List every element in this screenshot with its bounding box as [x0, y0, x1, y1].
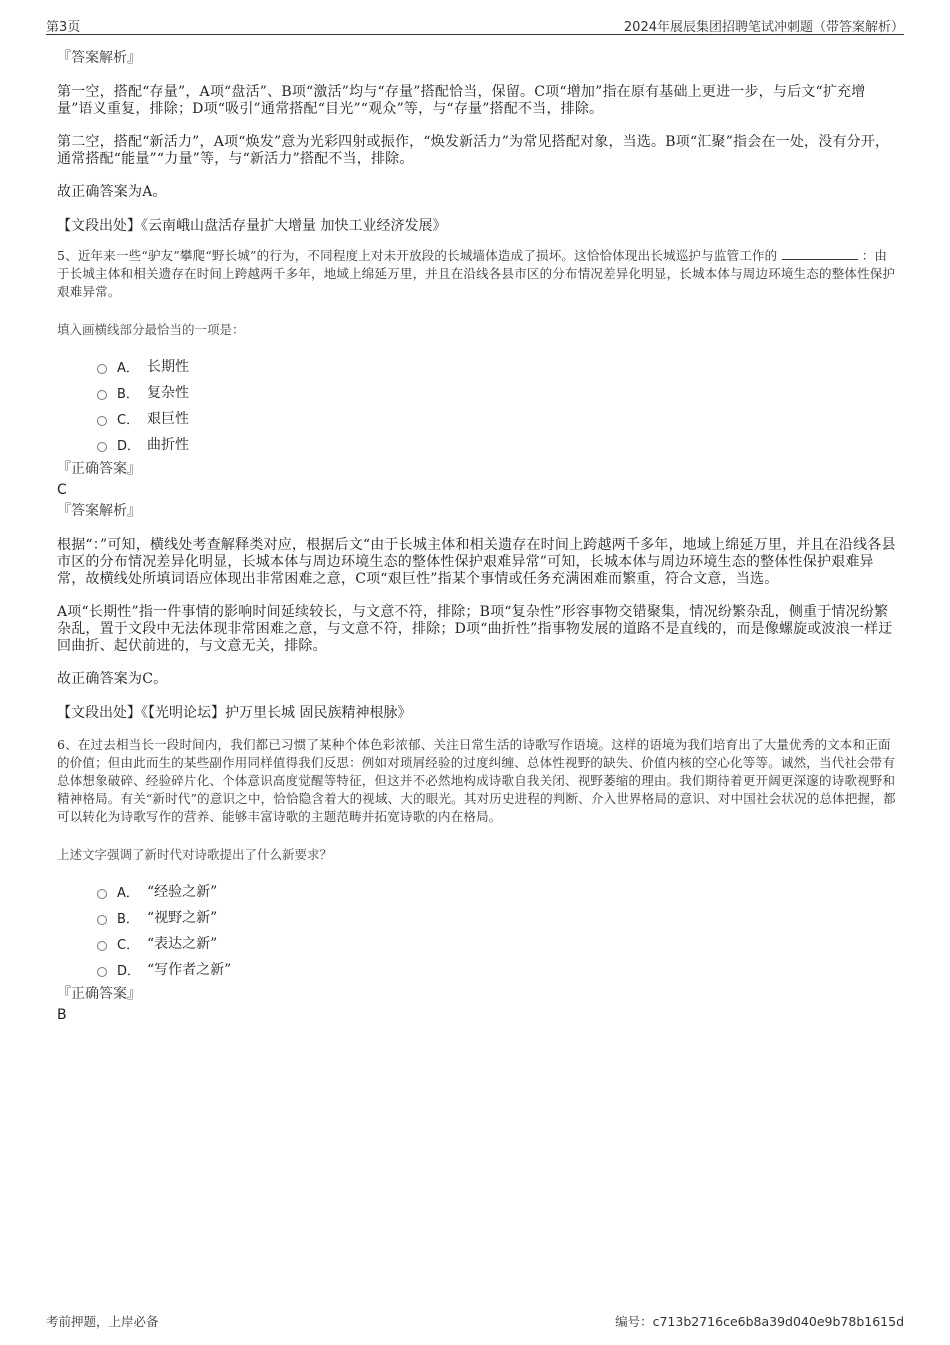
footer-slogan: 考前押题，上岸必备	[46, 1314, 159, 1329]
option-text: “写作者之新”	[147, 962, 232, 978]
q5-stem-part-1: 5、近年来一些“驴友”攀爬“野长城”的行为，不同程度上对未开放段的长城墙体造成了损坏。这恰恰体现出长城巡护与监管工作的	[57, 248, 778, 263]
page-footer	[46, 1312, 904, 1330]
q5-answer-value: C	[57, 482, 67, 498]
option-letter: A．	[117, 885, 139, 901]
option-letter: D．	[117, 438, 141, 454]
q6-option-a[interactable]	[97, 878, 897, 904]
radio-button-icon[interactable]	[97, 442, 107, 452]
page-content	[57, 40, 897, 1024]
q6-option-b[interactable]	[97, 904, 897, 930]
q6-answer-label: 『正确答案』	[57, 986, 141, 1002]
document-id: 编号：c713b2716ce6b8a39d040e9b78b1615d	[615, 1314, 904, 1329]
q5-source: 【文段出处】《【光明论坛】护万里长城 固民族精神根脉》	[57, 705, 412, 721]
option-letter: A．	[117, 360, 139, 376]
q6-stem: 6、在过去相当长一段时间内，我们都已习惯了某种个体色彩浓郁、关注日常生活的诗歌写作语境。这样的语境为我们培育出了大量优秀的文本和正面的价值；但由此而生的某些副作用同样值得我们反思：例如对琐屑经验的过度纠缠、总体性视野的缺失、价值内核的空心化等等。诚然，当代社会带有总体想象破碎、经验碎片化、个体意识高度觉醒等特征，但这并不必然地构成诗歌自我关闭、视野萎缩的理由。我们期待着更开阔更深邃的诗歌视野和精神格局。有关“新时代”的意识之中，恰恰隐含着大的视域、大的眼光。其对历史进程的判断、介入世界格局的意识、对中国社会状况的总体把握，都可以转化为诗歌写作的营养、能够丰富诗歌的主题范畴并拓宽诗歌的内在格局。	[57, 737, 896, 824]
q6-option-c[interactable]	[97, 930, 897, 956]
q6-options	[97, 878, 897, 982]
q5-analysis-paragraph-1: 根据“：”可知，横线处考查解释类对应，根据后文“由于长城主体和相关遗存在时间上跨越两千多年，地域上绵延万里，并且在沿线各县市区的分布情况差异化明显，长城本体与周边环境生态的整体性保护艰难异常”可知，长城本体与周边环境生态的整体性保护艰难异常，故横线处所填词语应体现出非常困难之意，C项“艰巨性”指某个事情或任务充满困难而繁重，符合文意，当选。	[57, 537, 896, 587]
q5-stem-part-2: ：由于长城主体和相关遗存在时间上跨越两千多年，地域上绵延万里，并且在沿线各县市区的分布情况差异化明显，长城本体与周边环境生态的整体性保护艰难异常。	[57, 248, 896, 299]
q6-prompt: 上述文字强调了新时代对诗歌提出了什么新要求？	[57, 847, 333, 862]
option-letter: D．	[117, 963, 141, 979]
q5-stem	[57, 247, 897, 301]
q5-option-c[interactable]	[97, 405, 897, 431]
q5-answer-label: 『正确答案』	[57, 461, 141, 477]
q4-analysis-label: 『答案解析』	[57, 50, 141, 66]
option-text: 艰巨性	[147, 411, 189, 427]
q5-option-b[interactable]	[97, 379, 897, 405]
option-letter: B．	[117, 386, 139, 402]
q6-answer-value: B	[57, 1007, 67, 1023]
document-title: 2024年展辰集团招聘笔试冲刺题（带答案解析）	[623, 20, 904, 35]
option-letter: C．	[117, 937, 140, 953]
q4-analysis-paragraph-2: 第二空，搭配“新活力”，A项“焕发”意为光彩四射或振作，“焕发新活力”为常见搭配对象，当选。B项“汇聚”指会在一处，没有分开，通常搭配“能量”“力量”等，与“新活力”搭配不当，排除。	[57, 134, 890, 167]
radio-button-icon[interactable]	[97, 967, 107, 977]
radio-button-icon[interactable]	[97, 941, 107, 951]
q5-analysis-paragraph-2: A项“长期性”指一件事情的影响时间延续较长，与文意不符，排除；B项“复杂性”形容事物交错聚集，情况纷繁杂乱，侧重于情况纷繁杂乱，置于文段中无法体现非常困难之意，与文意不符，排除；D项“曲折性”指事物发展的道路不是直线的，而是像螺旋或波浪一样迂回曲折、起伏前进的，与文意无关，排除。	[57, 604, 893, 654]
q5-analysis-label: 『答案解析』	[57, 503, 141, 519]
option-text: “经验之新”	[147, 884, 218, 900]
q4-analysis-paragraph-1: 第一空，搭配“存量”，A项“盘活”、B项“激活”均与“存量”搭配恰当，保留。C项“增加”指在原有基础上更进一步，与后文“扩充增量”语义重复，排除；D项“吸引”通常搭配“目光”“观众”等，与“存量”搭配不当，排除。	[57, 84, 866, 117]
option-letter: B．	[117, 911, 139, 927]
q4-conclusion: 故正确答案为A。	[57, 184, 167, 200]
radio-button-icon[interactable]	[97, 364, 107, 374]
radio-button-icon[interactable]	[97, 416, 107, 426]
q5-prompt: 填入画横线部分最恰当的一项是：	[57, 322, 245, 337]
option-text: “视野之新”	[147, 910, 218, 926]
option-text: “表达之新”	[147, 936, 218, 952]
option-text: 复杂性	[147, 385, 189, 401]
q5-option-d[interactable]	[97, 431, 897, 457]
radio-button-icon[interactable]	[97, 390, 107, 400]
page-number: 第3页	[46, 20, 81, 35]
q5-blank-line	[782, 247, 858, 260]
option-text: 曲折性	[147, 437, 189, 453]
q5-option-a[interactable]	[97, 353, 897, 379]
q4-source: 【文段出处】《云南峨山盘活存量扩大增量 加快工业经济发展》	[57, 218, 447, 234]
radio-button-icon[interactable]	[97, 915, 107, 925]
q5-options	[97, 353, 897, 457]
option-text: 长期性	[147, 359, 189, 375]
radio-button-icon[interactable]	[97, 889, 107, 899]
q6-option-d[interactable]	[97, 956, 897, 982]
page-header	[46, 14, 904, 35]
q5-conclusion: 故正确答案为C。	[57, 671, 168, 687]
option-letter: C．	[117, 412, 140, 428]
